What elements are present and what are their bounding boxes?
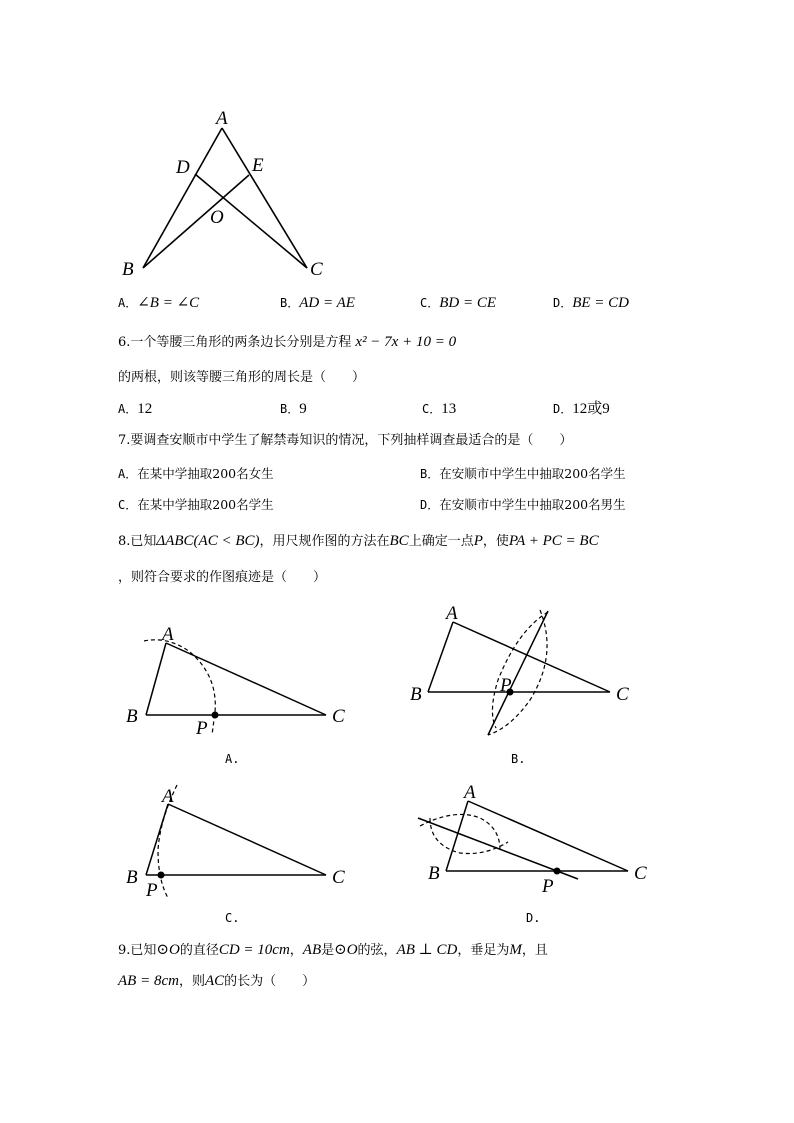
- q8c-label-B: B: [126, 867, 138, 888]
- q8-figure-b[interactable]: [410, 603, 629, 735]
- q5-label-A: A: [216, 108, 228, 129]
- q6-stem-line1: 6.一个等腰三角形的两条边长分别是方程 x² − 7x + 10 = 0: [118, 334, 457, 350]
- q8d-label-A: A: [464, 782, 476, 803]
- q9-stem-line2: AB = 8cm，则AC的长为（ ）: [118, 973, 316, 989]
- q8b-label-C: C: [616, 684, 629, 705]
- q8-caption-c: C.: [225, 911, 240, 925]
- q6-option-a[interactable]: A．12: [118, 401, 153, 417]
- q8c-label-P: P: [146, 880, 158, 901]
- q8c-label-A: A: [162, 786, 174, 807]
- q5-label-D: D: [176, 157, 190, 178]
- q8-caption-b: B.: [511, 752, 526, 766]
- q8a-label-A: A: [162, 624, 174, 645]
- q8-figure-a[interactable]: [126, 624, 345, 739]
- q8a-label-B: B: [126, 706, 138, 727]
- q6-option-b[interactable]: B．9: [280, 401, 307, 417]
- q8-caption-d: D.: [526, 911, 541, 925]
- q8d-label-C: C: [634, 863, 647, 884]
- q7-option-b[interactable]: B．在安顺市中学生中抽取200名学生: [420, 466, 626, 481]
- q7-option-a[interactable]: A．在某中学抽取200名女生: [118, 466, 274, 481]
- q8b-label-B: B: [410, 684, 422, 705]
- q5-label-E: E: [252, 155, 264, 176]
- q8-figure-d[interactable]: [418, 782, 647, 897]
- q5-option-d[interactable]: D．BE = CD: [553, 295, 630, 311]
- q5-option-a[interactable]: A．∠B = ∠C: [118, 295, 200, 311]
- q9-stem-line1: 9.已知⊙O的直径CD = 10cm，AB是⊙O的弦，AB ⊥ CD，垂足为M，且: [118, 942, 548, 958]
- q5-label-O: O: [210, 207, 224, 228]
- q8-stem-line2: ，则符合要求的作图痕迹是（ ）: [118, 570, 327, 585]
- q5-label-B: B: [122, 259, 134, 280]
- q8a-label-C: C: [332, 706, 345, 727]
- q7-option-d[interactable]: D．在安顺市中学生中抽取200名男生: [420, 497, 626, 512]
- q8b-label-A: A: [446, 603, 458, 624]
- q8-figure-c[interactable]: [126, 785, 345, 901]
- q8d-label-P: P: [542, 876, 554, 897]
- q5-option-b[interactable]: B．AD = AE: [280, 295, 355, 311]
- q7-stem: 7.要调查安顺市中学生了解禁毒知识的情况，下列抽样调查最适合的是（ ）: [118, 433, 573, 448]
- q5-option-c[interactable]: C．BD = CE: [420, 295, 497, 311]
- q6-stem-line2: 的两根，则该等腰三角形的周长是（ ）: [118, 370, 366, 385]
- q8a-label-P: P: [196, 718, 208, 739]
- q5-label-C: C: [310, 259, 323, 280]
- q6-option-d[interactable]: D．12或9: [553, 401, 610, 417]
- q6-option-c[interactable]: C．13: [422, 401, 457, 417]
- q8d-label-B: B: [428, 863, 440, 884]
- q8-stem-line1: 8.已知ΔABC(AC < BC)，用尺规作图的方法在BC上确定一点P，使PA + PC = BC: [118, 533, 599, 549]
- q8c-label-C: C: [332, 867, 345, 888]
- q7-option-c[interactable]: C．在某中学抽取200名学生: [118, 497, 274, 512]
- q8b-label-P: P: [500, 675, 512, 696]
- q8-caption-a: A.: [225, 752, 240, 766]
